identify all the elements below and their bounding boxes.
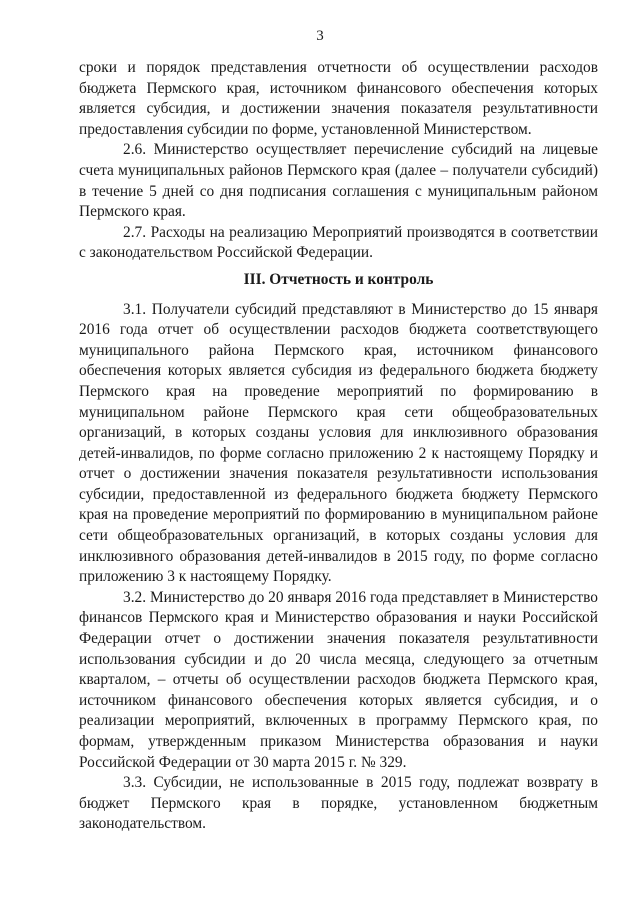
paragraph-2-7: 2.7. Расходы на реализацию Мероприятий производятся в соответствии с законодательством Российской Федерации.	[79, 223, 598, 262]
paragraph-3-1: 3.1. Получатели субсидий представляют в Министерство до 15 января 2016 года отчет об осуществлении расходов бюджета соответствующего муниципального района Пермского края, источником финансового обеспечения которых является субсидия из федерального бюджета бюджету Пермского края на проведение мероприятий по формированию в муниципальном районе Пермского края сети общеобразовательных организаций, в которых созданы условия для инклюзивного образования детей-инвалидов, по форме согласно приложению 2 к настоящему Порядку и отчет о достижении значения показателя результативности использования субсидии, предоставленной из федерального бюджета бюджету Пермского края на проведение мероприятий по формированию в муниципальном районе сети общеобразовательных организаций, в которых созданы условия для инклюзивного образования детей-инвалидов в 2015 году, по форме согласно приложению 3 к настоящему Порядку.	[79, 300, 598, 586]
paragraph-3-2: 3.2. Министерство до 20 января 2016 года представляет в Министерство финансов Пермского края и Министерство образования и науки Российской Федерации отчет о достижении значения показателя результативности использования субсидии и до 20 числа месяца, следующего за отчетным кварталом, – отчеты об осуществлении расходов бюджета Пермского края, источником финансового обеспечения которых является субсидия, и о реализации мероприятий, включенных в программу Пермского края, по формам, утвержденным приказом Министерства образования и науки Российской Федерации от 30 марта 2015 г. № 329.	[79, 588, 598, 771]
page-number: 3	[316, 28, 324, 44]
document-body	[79, 58, 598, 835]
section-heading-reporting: III. Отчетность и контроль	[243, 270, 434, 288]
paragraph-continuation: сроки и порядок представления отчетности об осуществлении расходов бюджета Пермского края, источником финансового обеспечения которых является субсидия, и достижении значения показателя результативности предоставления субсидии по форме, установленной Министерством.	[79, 59, 598, 138]
paragraph-3-3: 3.3. Субсидии, не использованные в 2015 году, подлежат возврату в бюджет Пермского края в порядке, установленном бюджетным законодательством.	[79, 774, 598, 833]
paragraph-2-6: 2.6. Министерство осуществляет перечисление субсидий на лицевые счета муниципальных районов Пермского края (далее – получатели субсидий) в течение 5 дней со дня подписания соглашения с муниципальным районом Пермского края.	[79, 141, 598, 221]
